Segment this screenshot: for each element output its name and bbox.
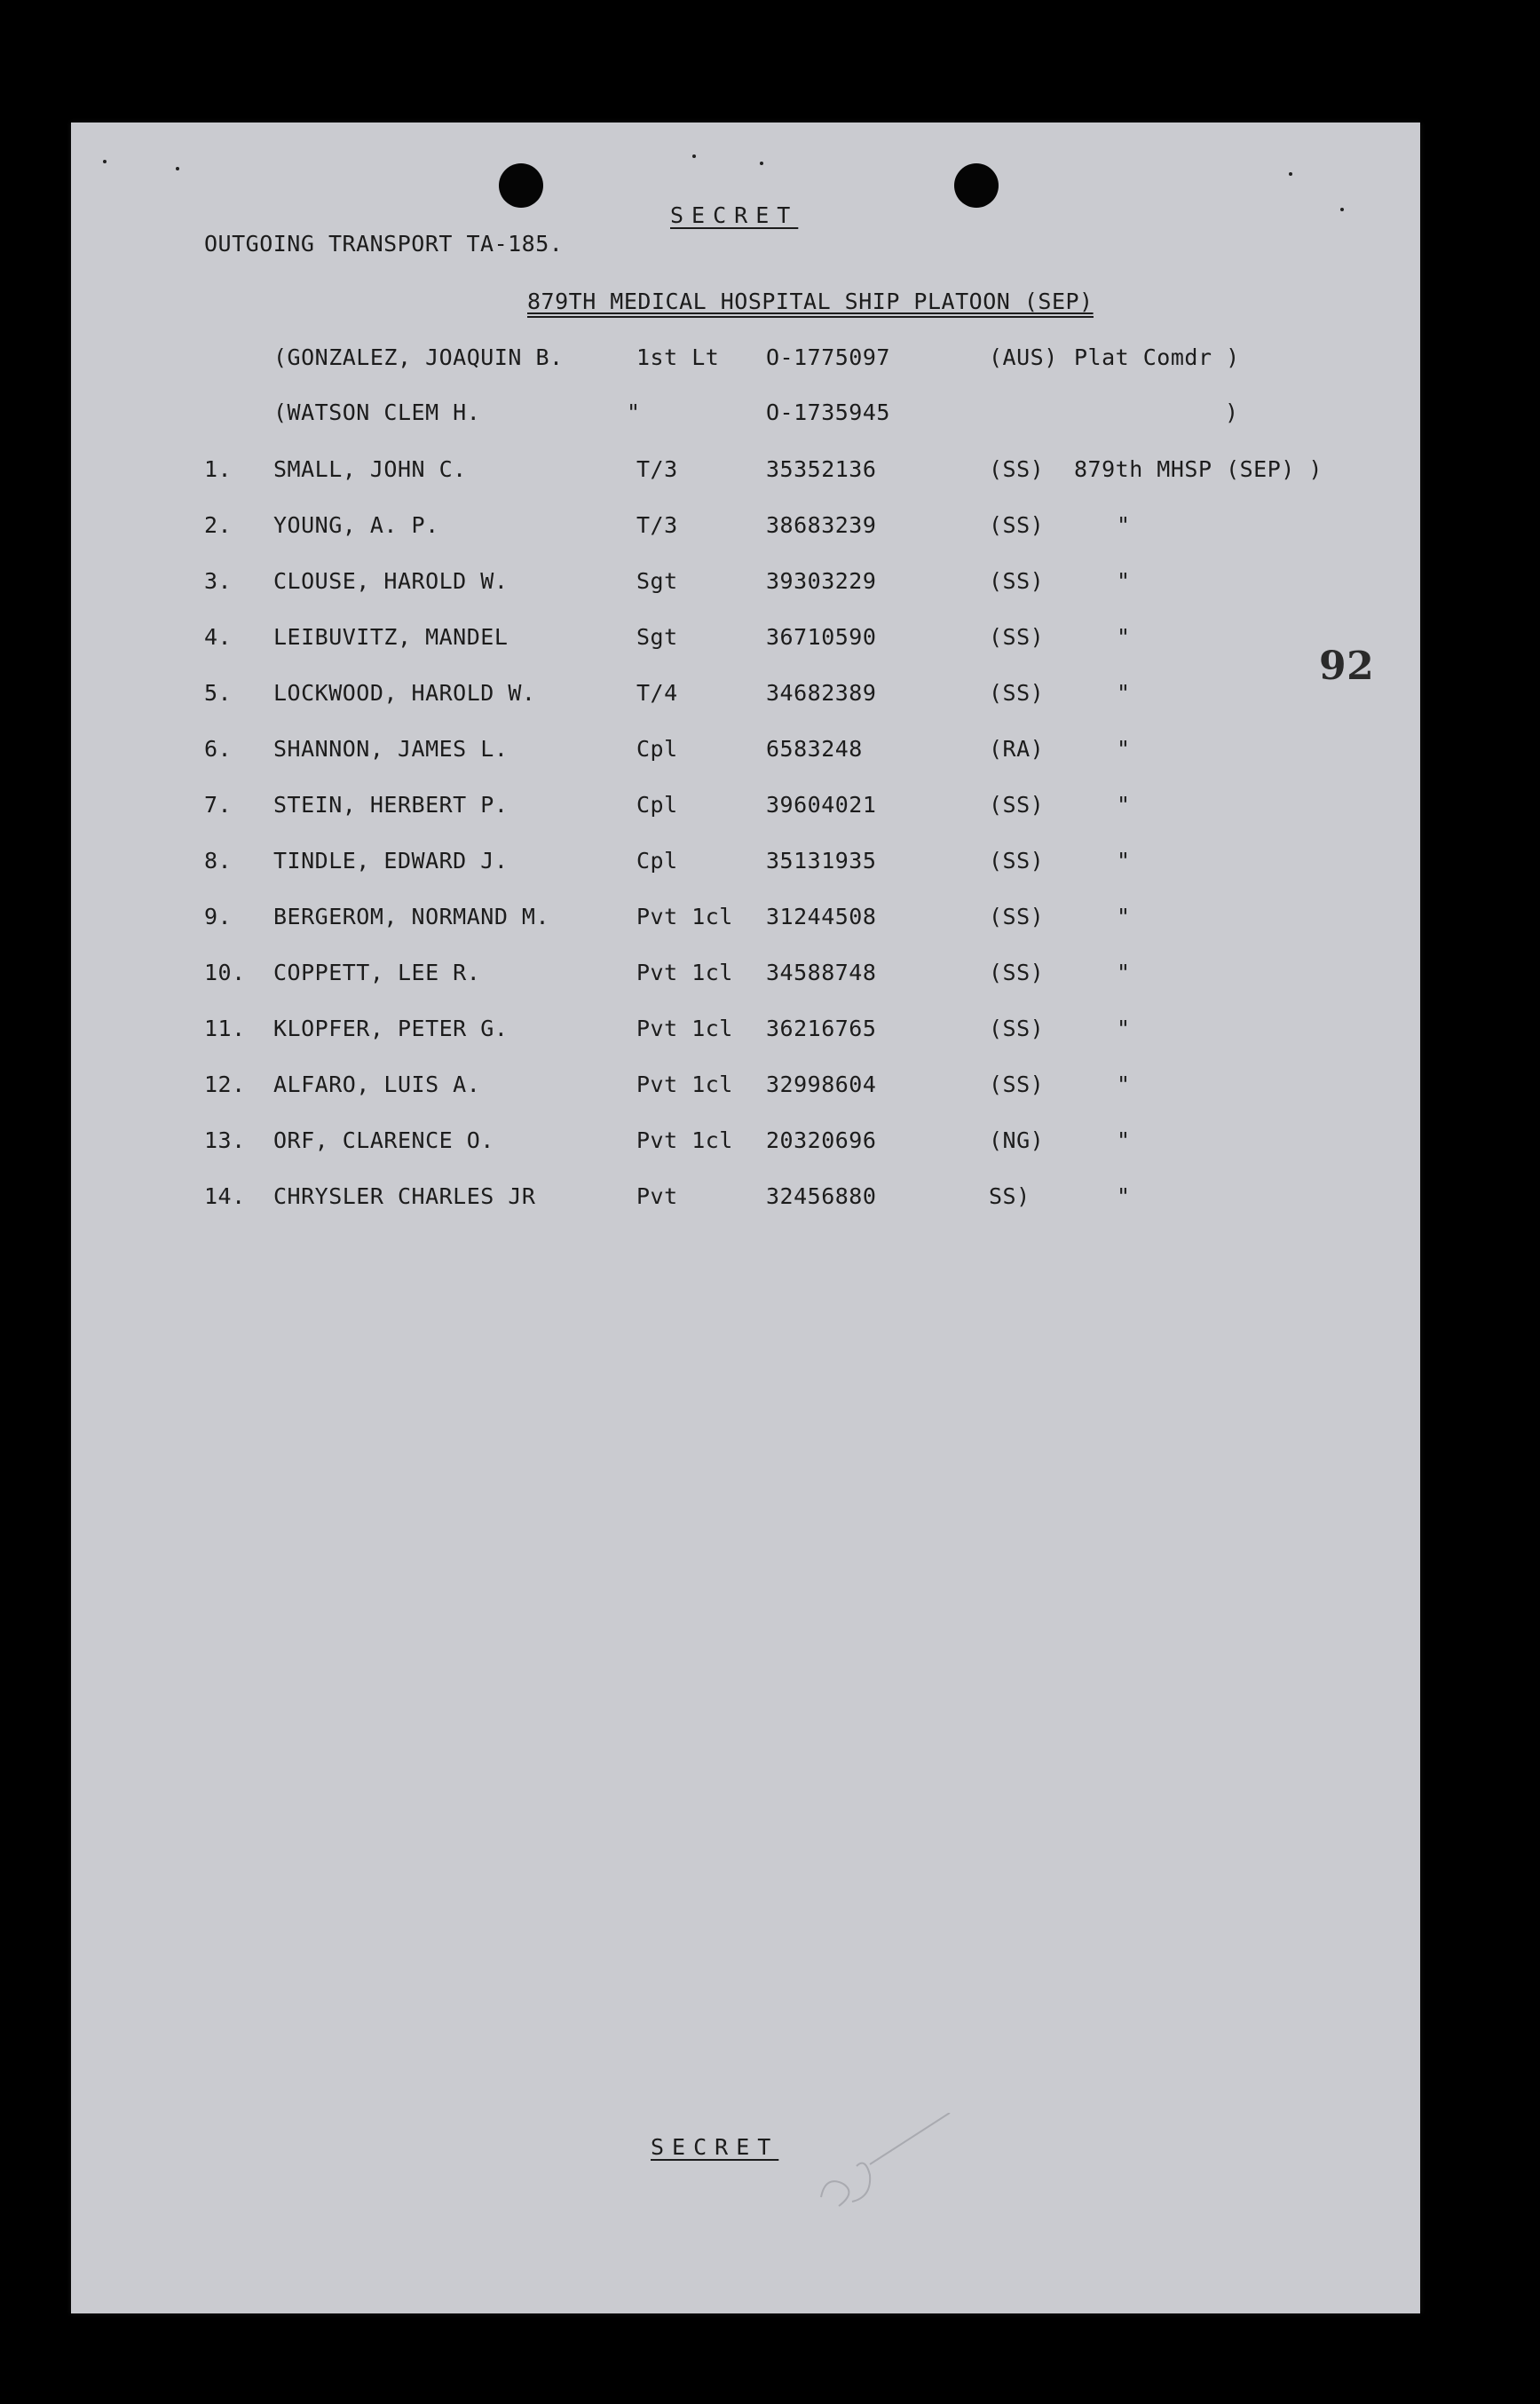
component: (SS) [989,904,1045,929]
soldier-name: ALFARO, LUIS A. [273,1072,481,1097]
unit-ditto: 879th MHSP (SEP) ) [1074,456,1323,482]
serial-number: 35352136 [766,456,877,482]
pencil-mark [817,2113,976,2210]
row-number: 4. [204,624,233,650]
roster-row [0,904,1540,939]
roster-row [0,624,1540,660]
soldier-name: LOCKWOOD, HAROLD W. [273,680,536,706]
soldier-rank: Sgt [636,624,678,650]
row-number: 11. [204,1016,246,1041]
roster-row [0,512,1540,548]
roster-row [0,960,1540,995]
component: (RA) [989,736,1045,762]
unit-ditto: " [1117,680,1131,706]
component: (SS) [989,848,1045,874]
paper-speck [1340,208,1344,211]
unit-title: 879TH MEDICAL HOSPITAL SHIP PLATOON (SEP) [527,289,1094,318]
row-number: 5. [204,680,233,706]
paper-speck [103,160,107,163]
component: (SS) [989,680,1045,706]
component: (SS) [989,1016,1045,1041]
soldier-rank: Pvt 1cl [636,1016,733,1041]
officer-serial: O-1775097 [766,344,890,370]
soldier-name: KLOPFER, PETER G. [273,1016,509,1041]
officer-row [0,399,1540,435]
margin-page-number: 92 [1319,644,1375,689]
serial-number: 39303229 [766,568,877,594]
officer-serial: O-1735945 [766,399,890,425]
soldier-name: BERGEROM, NORMAND M. [273,904,550,929]
serial-number: 39604021 [766,792,877,818]
serial-number: 34588748 [766,960,877,985]
row-number: 9. [204,904,233,929]
paper-speck [176,167,179,170]
soldier-name: STEIN, HERBERT P. [273,792,509,818]
component: SS) [989,1183,1031,1209]
soldier-rank: Cpl [636,736,678,762]
unit-ditto: " [1117,1016,1131,1041]
component: (SS) [989,960,1045,985]
unit-ditto: " [1117,848,1131,874]
roster-row [0,456,1540,492]
unit-ditto: " [1117,960,1131,985]
roster-row [0,568,1540,604]
classification-top: SECRET [670,202,799,228]
soldier-name: ORF, CLARENCE O. [273,1127,494,1153]
row-number: 3. [204,568,233,594]
officer-name: (WATSON CLEM H. [273,399,481,425]
component: (SS) [989,568,1045,594]
roster-row [0,848,1540,883]
paper-speck [692,154,696,158]
serial-number: 35131935 [766,848,877,874]
soldier-name: TINDLE, EDWARD J. [273,848,509,874]
serial-number: 20320696 [766,1127,877,1153]
row-number: 12. [204,1072,246,1097]
roster-row [0,1127,1540,1163]
roster-row [0,680,1540,716]
roster-row [0,792,1540,827]
officer-row [0,344,1540,380]
soldier-rank: Sgt [636,568,678,594]
roster-row [0,1072,1540,1107]
unit-ditto: " [1117,736,1131,762]
row-number: 10. [204,960,246,985]
soldier-rank: T/3 [636,512,678,538]
row-number: 6. [204,736,233,762]
unit-ditto: " [1117,1072,1131,1097]
unit-ditto: " [1117,792,1131,818]
unit-ditto: " [1117,624,1131,650]
soldier-name: COPPETT, LEE R. [273,960,481,985]
soldier-rank: Pvt 1cl [636,960,733,985]
serial-number: 34682389 [766,680,877,706]
soldier-rank: T/4 [636,680,678,706]
soldier-rank: T/3 [636,456,678,482]
unit-ditto: " [1117,1183,1131,1209]
unit-ditto: " [1117,1127,1131,1153]
soldier-name: LEIBUVITZ, MANDEL [273,624,509,650]
row-number: 13. [204,1127,246,1153]
soldier-name: YOUNG, A. P. [273,512,439,538]
paper-speck [760,162,763,165]
unit-ditto: " [1117,568,1131,594]
classification-bottom: SECRET [651,2134,779,2160]
punch-hole-right [954,163,999,208]
officer-name: (GONZALEZ, JOAQUIN B. [273,344,564,370]
soldier-rank: Pvt 1cl [636,1127,733,1153]
row-number: 2. [204,512,233,538]
component: (NG) [989,1127,1045,1153]
serial-number: 6583248 [766,736,863,762]
component: (SS) [989,456,1045,482]
soldier-rank: Pvt [636,1183,678,1209]
serial-number: 38683239 [766,512,877,538]
soldier-rank: Cpl [636,792,678,818]
soldier-rank: Pvt 1cl [636,1072,733,1097]
paper-speck [1289,172,1292,176]
serial-number: 36710590 [766,624,877,650]
component: (SS) [989,1072,1045,1097]
soldier-name: CLOUSE, HAROLD W. [273,568,509,594]
component: (SS) [989,792,1045,818]
transport-heading: OUTGOING TRANSPORT TA-185. [204,231,564,257]
soldier-rank: Pvt 1cl [636,904,733,929]
soldier-name: SMALL, JOHN C. [273,456,467,482]
row-number: 7. [204,792,233,818]
soldier-name: SHANNON, JAMES L. [273,736,509,762]
punch-hole-left [499,163,543,208]
row-number: 1. [204,456,233,482]
serial-number: 36216765 [766,1016,877,1041]
unit-ditto: " [1117,512,1131,538]
officer-component: (AUS) [989,344,1058,370]
soldier-rank: Cpl [636,848,678,874]
officer-role: ) [1225,399,1239,425]
component: (SS) [989,624,1045,650]
soldier-name: CHRYSLER CHARLES JR [273,1183,536,1209]
officer-role: Plat Comdr ) [1074,344,1240,370]
roster-row [0,1183,1540,1219]
unit-ditto: " [1117,904,1131,929]
row-number: 8. [204,848,233,874]
serial-number: 32998604 [766,1072,877,1097]
component: (SS) [989,512,1045,538]
serial-number: 31244508 [766,904,877,929]
row-number: 14. [204,1183,246,1209]
officer-rank: " [627,399,641,425]
serial-number: 32456880 [766,1183,877,1209]
roster-row [0,736,1540,771]
officer-rank: 1st Lt [636,344,720,370]
roster-row [0,1016,1540,1051]
